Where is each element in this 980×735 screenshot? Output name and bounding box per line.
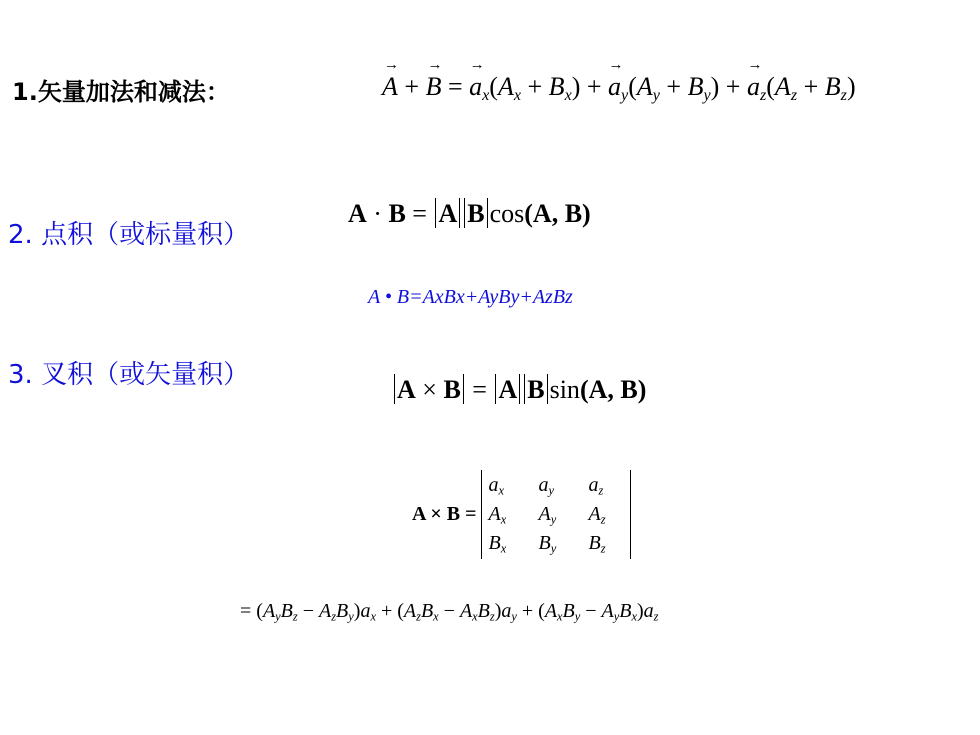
determinant-matrix [481,470,631,559]
dot-product-formula: A · B = A B cos(A, B) [348,199,591,228]
cross-product-determinant: A × B = $a_x$ $a_y$ $a_z$ $A_x$ $A_y$ $A_z$ $B_x$ $B_y$ $B_z$ [412,470,631,559]
dot-product-component-formula: A • B=AxBx+AyBy+AzBz [368,286,573,308]
section-3-heading: 3. 叉积（或矢量积） [8,360,250,390]
det-cell-r2c1: $A_x$ [488,503,507,527]
det-cell-r1c2: $a_y$ [538,474,554,498]
det-cell-r2c2: $A_y$ [538,503,557,527]
det-cell-r3c3: $B_z$ [588,532,606,556]
vector-addition-formula: → A + → B = → $a_x(A_x + B_x)$ + → $a_y(A_y + B_y)$ + → $a_z(A_z + B_z)$ [382,72,856,102]
det-cell-r1c3: $a_z$ [588,474,604,498]
det-cell-r3c2: $B_y$ [538,532,557,556]
det-cell-r2c3: $A_z$ [588,503,606,527]
det-cell-r1c1: $a_x$ [488,474,504,498]
section-1-heading: 1.矢量加法和减法： [12,78,230,106]
det-cell-r3c1: $B_x$ [488,532,507,556]
section-2-heading: 2. 点积（或标量积） [8,220,250,250]
cross-product-expansion: = $(A_yB_z - A_zB_y)a_x + (A_zB_x - A_xB_z)a_y + (A_xB_y - A_yB_x)a_z$ [240,600,659,624]
cross-product-magnitude-formula: A × B = A B sin(A, B) [392,374,646,405]
